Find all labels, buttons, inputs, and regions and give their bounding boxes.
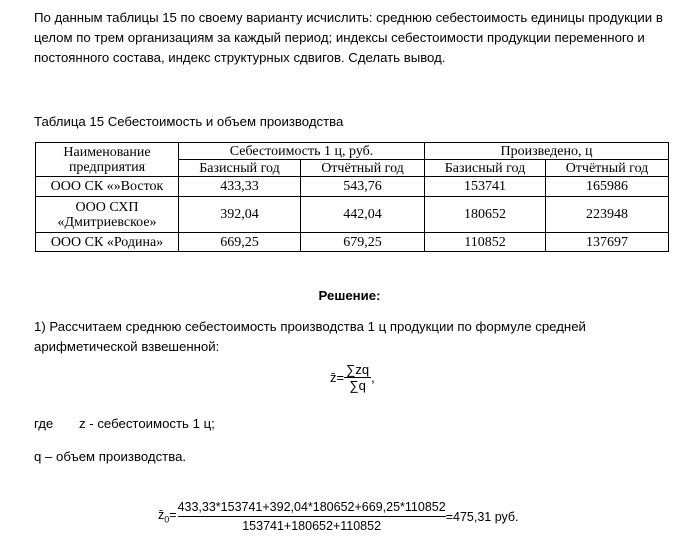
row-prod-base: 180652	[425, 197, 546, 233]
formula-lhs: z̄=	[330, 370, 345, 385]
row-name: ООО СК «»Восток	[36, 177, 179, 197]
step1-line-2: арифметической взвешенной:	[34, 339, 220, 354]
row-cost-base: 392,04	[179, 197, 301, 233]
row-name: ООО СХП «Дмитриевское»	[36, 197, 179, 233]
mean-calculation	[158, 500, 519, 533]
row-prod-report: 137697	[546, 233, 669, 252]
formula-fraction	[344, 362, 371, 393]
task-line-1: По данным таблицы 15 по своему варианту исчислить: среднюю себестоимость единицы продукции в	[34, 10, 663, 25]
header-cost: Себестоимость 1 ц, руб.	[179, 143, 425, 160]
task-line-3: постоянного состава, индекс структурных сдвигов. Сделать вывод.	[34, 50, 446, 65]
header-enterprise: Наименование предприятия	[36, 143, 179, 177]
where-z: z - себестоимость 1 ц;	[79, 416, 215, 431]
calc-numerator: 433,33*153741+392,04*180652+669,25*110852	[177, 500, 446, 514]
calc-fraction	[178, 500, 446, 533]
subheader-cost-report: Отчётный год	[301, 160, 425, 177]
calc-result: =475,31 руб.	[445, 509, 519, 524]
row-prod-report: 165986	[546, 177, 669, 197]
row-cost-report: 543,76	[301, 177, 425, 197]
calc-denominator: 153741+180652+110852	[178, 516, 446, 533]
formula-tail: ,	[371, 370, 375, 385]
step1-text	[34, 317, 676, 357]
header-produced: Произведено, ц	[425, 143, 669, 160]
row-cost-base: 433,33	[179, 177, 301, 197]
table-row	[36, 197, 669, 233]
calc-lhs: $z̄_0=$	[158, 508, 177, 525]
subheader-cost-base: Базисный год	[179, 160, 301, 177]
q-definition: q – объем производства.	[34, 449, 187, 464]
formula-numerator: ∑zq	[346, 362, 370, 377]
row-prod-base: 153741	[425, 177, 546, 197]
step1-line-1: 1) Рассчитаем среднюю себестоимость производства 1 ц продукции по формуле средней	[34, 319, 586, 334]
subheader-prod-base: Базисный год	[425, 160, 546, 177]
weighted-mean-formula	[330, 362, 375, 393]
cost-table	[35, 142, 669, 252]
formula-denominator: ∑q	[344, 377, 371, 393]
task-line-2: целом по трем организациям за каждый период; индексы себестоимости продукции переменного и	[34, 30, 645, 45]
row-name: ООО СК «Родина»	[36, 233, 179, 252]
table-caption: Таблица 15 Себестоимость и объем производства	[34, 114, 344, 129]
subheader-prod-report: Отчётный год	[546, 160, 669, 177]
row-cost-base: 669,25	[179, 233, 301, 252]
table-row	[36, 177, 669, 197]
row-prod-report: 223948	[546, 197, 669, 233]
table-row	[36, 233, 669, 252]
task-text	[34, 8, 676, 68]
solution-heading: Решение:	[318, 288, 381, 303]
row-cost-report: 442,04	[301, 197, 425, 233]
row-cost-report: 679,25	[301, 233, 425, 252]
where-label: где	[34, 416, 54, 431]
row-prod-base: 110852	[425, 233, 546, 252]
